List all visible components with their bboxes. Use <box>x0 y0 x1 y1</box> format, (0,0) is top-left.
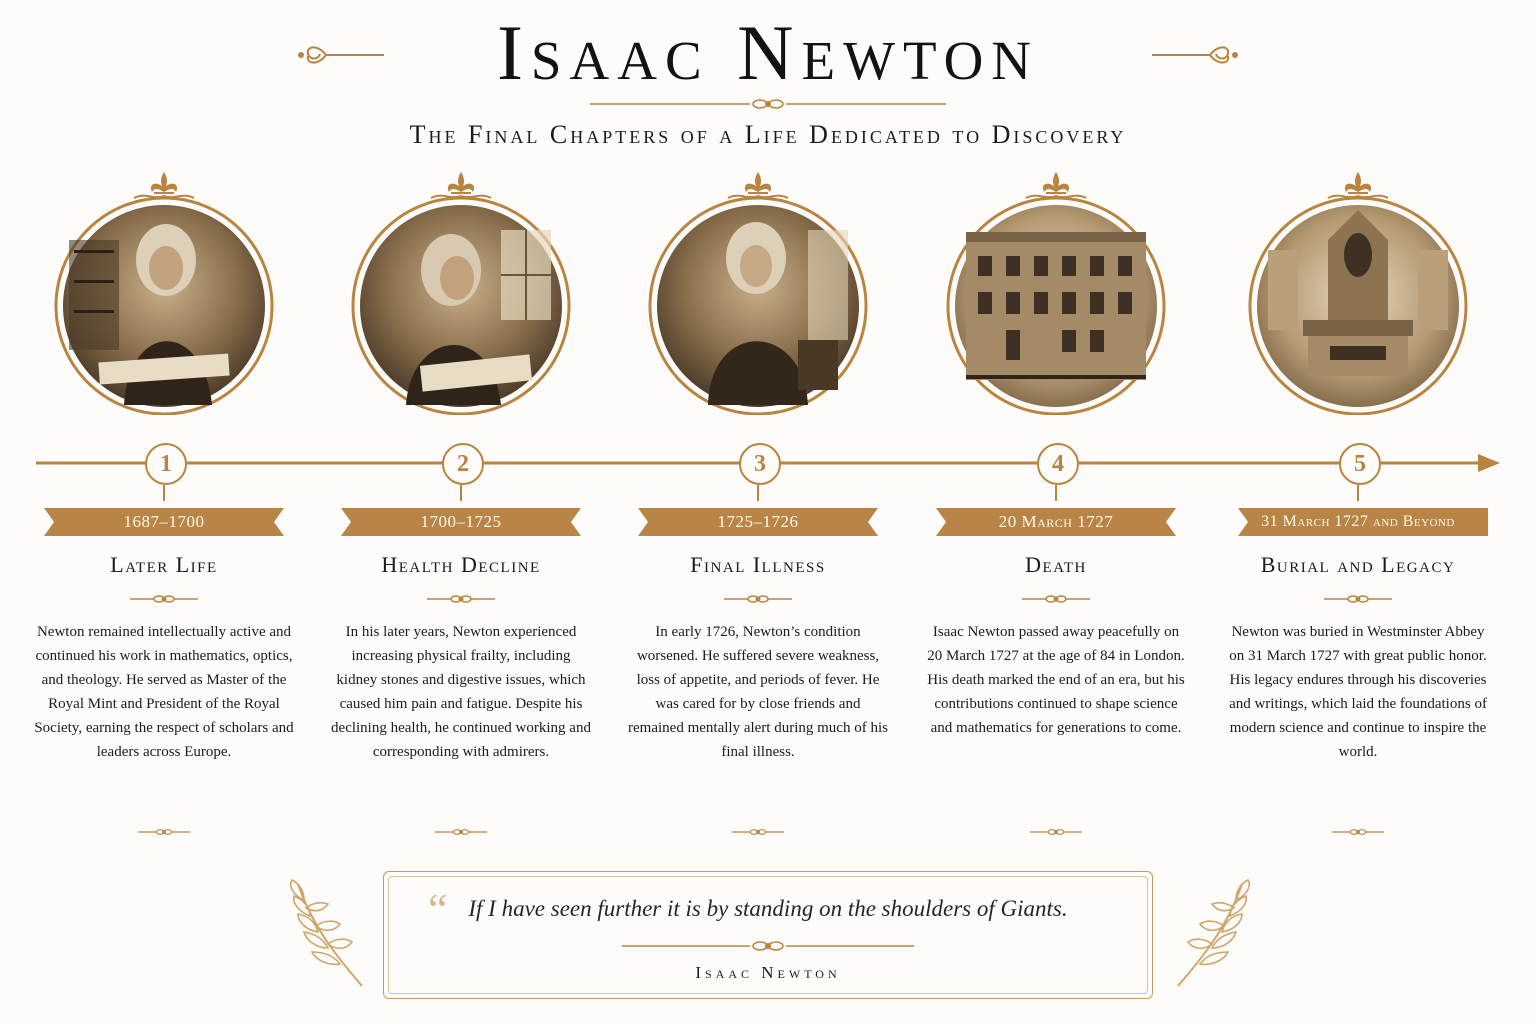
entry-description: In his later years, Newton experienced increasing physical frailty, including kidney stones and digestive issues, which caused him pain and fatigue. Despite his declining health, he continued working and corresponding with admirers. <box>331 624 591 760</box>
connector-line <box>1357 485 1359 501</box>
entry-description: Newton was buried in Westminster Abbey on 31 March 1727 with great public honor. His legacy endures through his discoveries and writings, which laid the foundations of modern science and continue to inspire the world. <box>1229 624 1487 760</box>
london-townhouse-image <box>946 170 1166 415</box>
footer-ornament <box>1332 826 1384 838</box>
heading-ornament <box>724 592 792 606</box>
footer-ornament <box>138 826 190 838</box>
heading-ornament <box>427 592 495 606</box>
footer-ornament <box>1030 826 1082 838</box>
date-label: 1700–1725 <box>420 512 502 531</box>
entry-description: Isaac Newton passed away peacefully on 20 March 1727 at the age of 84 in London. His death marked the end of an era, but his contributions continued to shape science and mathematics for generations to come. <box>927 624 1185 736</box>
date-label: 20 March 1727 <box>998 512 1114 531</box>
quote-author: Isaac Newton <box>695 963 841 982</box>
header-ornament-right <box>1150 40 1240 70</box>
heading-ornament <box>1022 592 1090 606</box>
laurel-right-icon <box>1172 878 1282 990</box>
entry-heading: Death <box>1025 552 1087 577</box>
entry-heading: Burial and Legacy <box>1260 552 1456 577</box>
entry-heading: Later Life <box>110 552 218 577</box>
quote-divider-ornament <box>622 938 914 954</box>
footer-ornament <box>732 826 784 838</box>
westminster-monument-image <box>1248 170 1468 415</box>
connector-line <box>1055 485 1057 501</box>
title-underline-ornament <box>590 96 946 112</box>
entry-heading: Final Illness <box>690 552 826 577</box>
page-title: Isaac Newton <box>496 9 1040 96</box>
step-number-badge: 1 <box>145 443 187 485</box>
footer-ornament <box>435 826 487 838</box>
step-number-badge: 4 <box>1037 443 1079 485</box>
newton-seated-image <box>648 170 868 415</box>
newton-at-desk-image <box>54 170 274 415</box>
newton-writing-image <box>351 170 571 415</box>
date-label: 1687–1700 <box>123 512 205 531</box>
laurel-left-icon <box>258 878 368 990</box>
date-label: 31 March 1727 and Beyond <box>1261 513 1455 530</box>
step-number-badge: 2 <box>442 443 484 485</box>
heading-ornament <box>1324 592 1392 606</box>
step-number-badge: 5 <box>1339 443 1381 485</box>
date-label: 1725–1726 <box>717 512 799 531</box>
page-subtitle: The Final Chapters of a Life Dedicated to Discovery <box>409 120 1127 149</box>
step-number-badge: 3 <box>739 443 781 485</box>
heading-ornament <box>130 592 198 606</box>
entry-description: Newton remained intellectually active and continued his work in mathematics, optics, and theology. He served as Master of the Royal Mint and President of the Royal Society, earning the respect of scholars and leaders across Europe. <box>34 624 294 760</box>
connector-line <box>163 485 165 501</box>
entry-description: In early 1726, Newton’s condition worsened. He suffered severe weakness, loss of appetite, and periods of fever. He was cared for by close friends and remained mentally alert during much of his final illness. <box>628 624 888 760</box>
connector-line <box>757 485 759 501</box>
header-ornament-left <box>296 40 386 70</box>
quote-text: If I have seen further it is by standing on the shoulders of Giants. <box>468 896 1068 921</box>
quote-mark-icon: “ <box>428 885 448 934</box>
entry-heading: Health Decline <box>381 552 541 577</box>
connector-line <box>460 485 462 501</box>
